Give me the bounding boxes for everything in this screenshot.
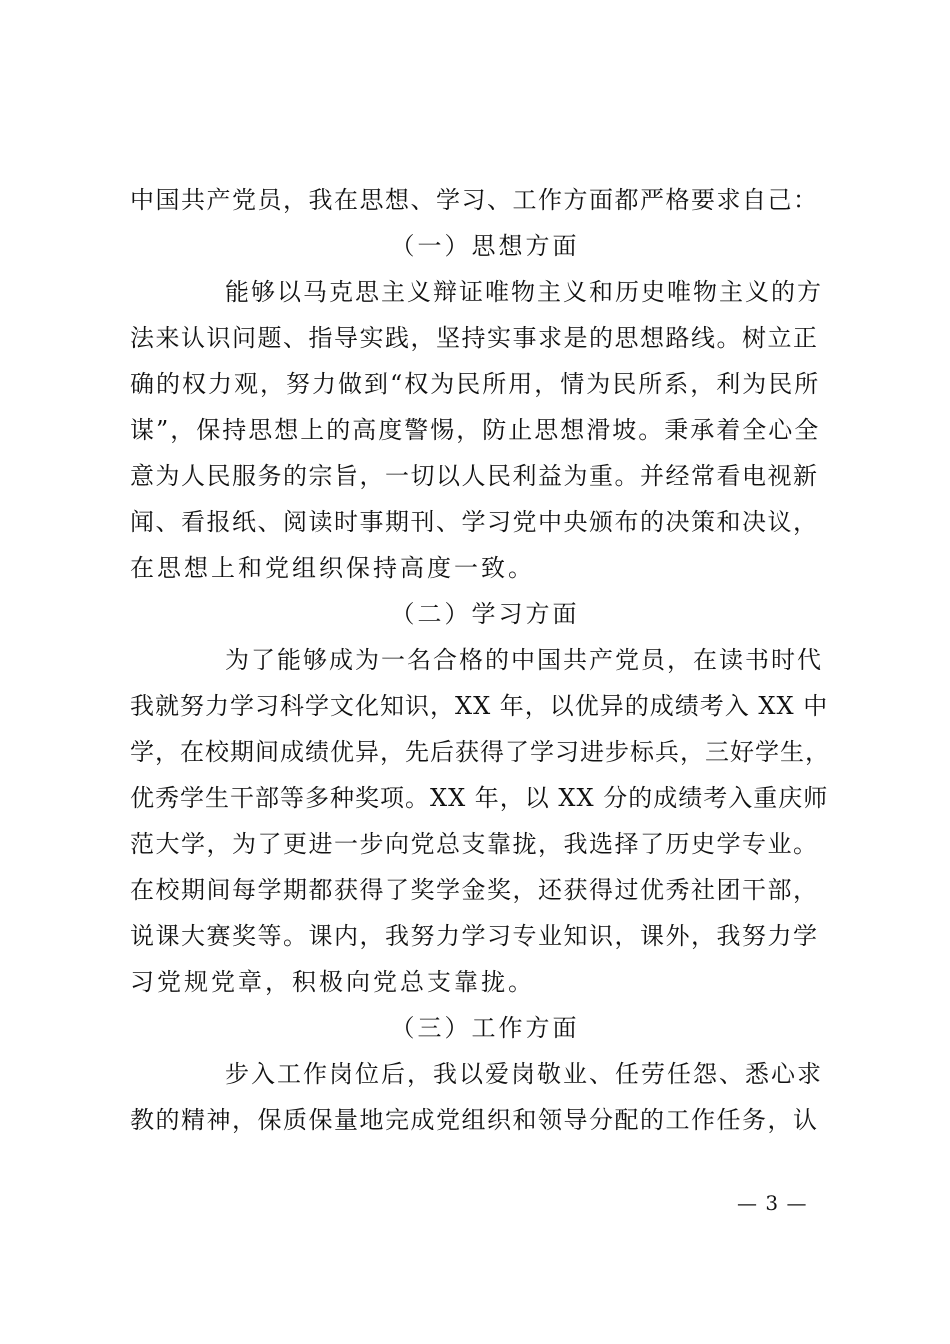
paragraph-line: 能够以马克思主义辩证唯物主义和历史唯物主义的方 <box>225 278 823 306</box>
document-body <box>130 177 830 1143</box>
paragraph-line: 说课大赛奖等。课内，我努力学习专业知识，课外，我努力学 <box>130 922 819 950</box>
paragraph-line: 在思想上和党组织保持高度一致。 <box>130 554 535 582</box>
intro-line: 中国共产党员，我在思想、学习、工作方面都严格要求自己： <box>130 186 819 214</box>
section-heading-study: （二）学习方面 <box>390 600 580 628</box>
paragraph-line: 教的精神，保质保量地完成党组织和领导分配的工作任务，认 <box>130 1106 819 1134</box>
paragraph-line: 优秀学生干部等多种奖项。XX 年，以 XX 分的成绩考入重庆师 <box>130 784 829 812</box>
section-heading-work: （三）工作方面 <box>390 1014 580 1042</box>
paragraph-line: 习党规党章，积极向党总支靠拢。 <box>130 968 535 996</box>
paragraph-line: 在校期间每学期都获得了奖学金奖，还获得过优秀社团干部， <box>130 876 819 904</box>
paragraph-line: 学，在校期间成绩优异，先后获得了学习进步标兵，三好学生， <box>130 738 830 766</box>
paragraph-line: 我就努力学习科学文化知识，XX 年，以优异的成绩考入 XX 中 <box>130 692 829 720</box>
paragraph-line: 法来认识问题、指导实践，坚持实事求是的思想路线。树立正 <box>130 324 819 352</box>
section-heading-thought: （一）思想方面 <box>390 232 580 260</box>
paragraph-line: 为了能够成为一名合格的中国共产党员，在读书时代 <box>225 646 823 674</box>
paragraph-line: 步入工作岗位后，我以爱岗敬业、任劳任怨、悉心求 <box>225 1060 823 1088</box>
paragraph-line: 谋”，保持思想上的高度警惕，防止思想滑坡。秉承着全心全 <box>130 416 821 444</box>
paragraph-line: 意为人民服务的宗旨，一切以人民利益为重。并经常看电视新 <box>130 462 819 490</box>
page-number: — 3 — <box>737 1191 808 1215</box>
paragraph-line: 确的权力观，努力做到“权为民所用，情为民所系，利为民所 <box>130 370 821 398</box>
paragraph-line: 闻、看报纸、阅读时事期刊、学习党中央颁布的决策和决议， <box>130 508 819 536</box>
paragraph-line: 范大学，为了更进一步向党总支靠拢，我选择了历史学专业。 <box>130 830 819 858</box>
